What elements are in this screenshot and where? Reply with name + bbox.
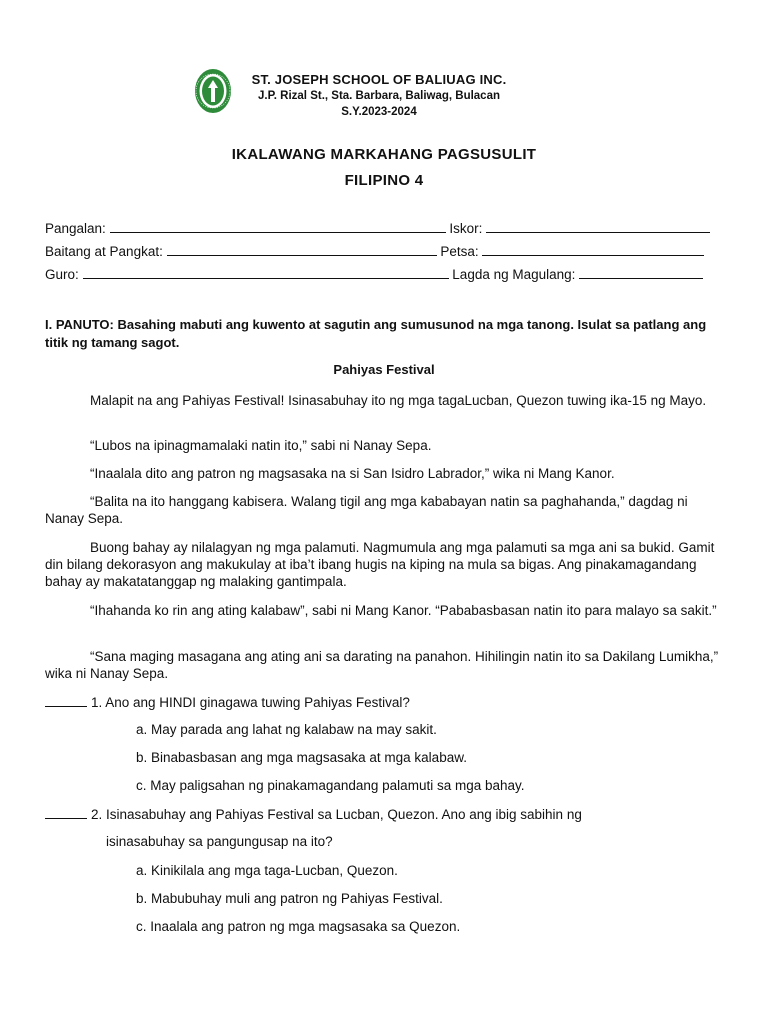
story-paragraph: “Lubos na ipinagmamalaki natin ito,” sabi ni Nanay Sepa. [90, 438, 432, 453]
answer-blank[interactable] [45, 806, 87, 819]
field-row-3 [45, 266, 703, 282]
option-c: c. Inaalala ang patron ng mga magsasaka sa Quezon. [136, 919, 461, 934]
exam-title: IKALAWANG MARKAHANG PAGSUSULIT [231, 146, 537, 163]
option-a: a. May parada ang lahat ng kalabaw na may sakit. [136, 722, 437, 737]
school-info [194, 71, 554, 120]
story-paragraph: Buong bahay ay nilalagyan ng mga palamuti. Nagmumula ang mga palamuti sa mga ani sa bukid. Gamit din bilang dekorasyon ang makukulay at iba’t ibang hugis na kiping na mula sa bigas. Ang pinakamagandang bahay ay makatatanggap ng malaking gantimpala. [45, 540, 715, 589]
question-1 [45, 694, 410, 710]
teacher-field[interactable] [83, 266, 449, 279]
story-title: Pahiyas Festival [333, 362, 435, 377]
teacher-label: Guro: [45, 267, 79, 282]
question-continuation: isinasabuhay sa pangungusap na ito? [106, 834, 333, 849]
instructions: I. PANUTO: Basahing mabuti ang kuwento at sagutin ang sumusunod na mga tanong. Isulat sa patlang ang titik ng tamang sagot. [45, 317, 707, 350]
question-2 [45, 806, 582, 822]
story-paragraph: “Sana maging masagana ang ating ani sa darating na panahon. Hihilingin natin ito sa Dakilang Lumikha,” wika ni Nanay Sepa. [45, 649, 719, 681]
name-label: Pangalan: [45, 221, 106, 236]
date-label: Petsa: [440, 244, 479, 259]
question-text: 2. Isinasabuhay ang Pahiyas Festival sa Lucban, Quezon. Ano ang ibig sabihin ng [91, 807, 582, 822]
date-field[interactable] [482, 243, 704, 256]
question-text: 1. Ano ang HINDI ginagawa tuwing Pahiyas Festival? [91, 695, 410, 710]
score-field[interactable] [486, 220, 710, 233]
grade-label: Baitang at Pangkat: [45, 244, 163, 259]
story-paragraph: “Balita na ito hanggang kabisera. Walang tigil ang mga kababayan natin sa paghahanda,” dagdag ni Nanay Sepa. [45, 494, 688, 526]
answer-blank[interactable] [45, 694, 87, 707]
field-row-2 [45, 243, 704, 259]
option-a: a. Kinikilala ang mga taga-Lucban, Quezon. [136, 863, 398, 878]
parent-signature-label: Lagda ng Magulang: [452, 267, 576, 282]
option-b: b. Mabubuhay muli ang patron ng Pahiyas Festival. [136, 891, 443, 906]
field-row-1 [45, 220, 710, 236]
school-name: ST. JOSEPH SCHOOL OF BALIUAG INC. [251, 72, 507, 87]
option-b: b. Binabasbasan ang mga magsasaka at mga kalabaw. [136, 750, 467, 765]
school-header [194, 68, 554, 124]
story-paragraph: “Inaalala dito ang patron ng magsasaka na si San Isidro Labrador,” wika ni Mang Kanor. [90, 466, 615, 481]
score-label: Iskor: [449, 221, 483, 236]
story-paragraph: “Ihahanda ko rin ang ating kalabaw”, sabi ni Mang Kanor. “Pababasbasan natin ito para malayo sa sakit.” [90, 603, 717, 618]
parent-signature-field[interactable] [579, 266, 703, 279]
grade-field[interactable] [167, 243, 437, 256]
story-paragraph: Malapit na ang Pahiyas Festival! Isinasabuhay ito ng mga tagaLucban, Quezon tuwing ika-15 ng Mayo. [90, 393, 707, 408]
school-address: J.P. Rizal St., Sta. Barbara, Baliwag, Bulacan [257, 90, 501, 102]
exam-subject: FILIPINO 4 [344, 172, 424, 189]
option-c: c. May paligsahan ng pinakamagandang palamuti sa mga bahay. [136, 778, 525, 793]
school-year: S.Y.2023-2024 [341, 106, 417, 118]
name-field[interactable] [110, 220, 446, 233]
